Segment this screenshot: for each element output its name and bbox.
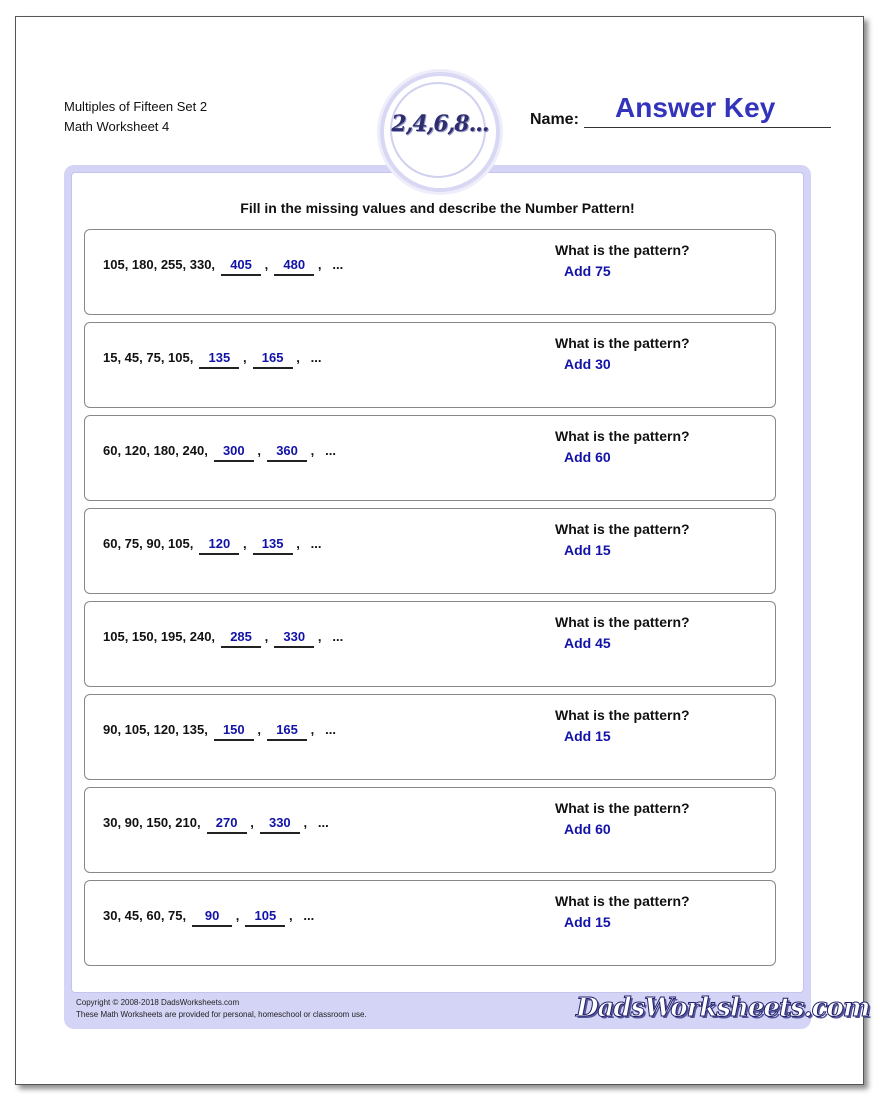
pattern-question: What is the pattern? xyxy=(555,428,690,444)
title-line-1: Multiples of Fifteen Set 2 xyxy=(64,99,208,114)
sequence: 15, 45, 75, 105, 135 , 165 , ... xyxy=(103,350,322,369)
answer-blank-1: 120 xyxy=(199,536,239,555)
pattern-answer: Add 15 xyxy=(564,914,611,930)
problem-3 xyxy=(84,415,776,501)
pattern-answer: Add 15 xyxy=(564,728,611,744)
answer-blank-2: 360 xyxy=(267,443,307,462)
dadsworksheets-logo: DadsWorksheets.com xyxy=(576,993,870,1023)
answer-key-heading: Answer Key xyxy=(615,92,776,123)
given-terms: 90, 105, 120, 135, xyxy=(103,722,208,737)
ellipsis: ... xyxy=(332,629,344,644)
answer-blank-1: 270 xyxy=(207,815,247,834)
pattern-question: What is the pattern? xyxy=(555,521,690,537)
pattern-question: What is the pattern? xyxy=(555,242,690,258)
title-line-2: Math Worksheet 4 xyxy=(64,119,170,134)
pattern-question: What is the pattern? xyxy=(555,893,690,909)
pattern-answer: Add 60 xyxy=(564,821,611,837)
answer-blank-2: 480 xyxy=(274,257,314,276)
problem-6 xyxy=(84,694,776,780)
sequence-badge-logo xyxy=(380,72,500,192)
sequence: 60, 75, 90, 105, 120 , 135 , ... xyxy=(103,536,322,555)
pattern-answer: Add 60 xyxy=(564,449,611,465)
sequence: 105, 180, 255, 330, 405 , 480 , ... xyxy=(103,257,343,276)
problem-2 xyxy=(84,322,776,408)
name-line xyxy=(584,127,831,128)
answer-blank-1: 300 xyxy=(214,443,254,462)
usage-notice: These Math Worksheets are provided for personal, homeschool or classroom use. xyxy=(76,1010,367,1019)
ellipsis: ... xyxy=(317,815,329,830)
given-terms: 60, 120, 180, 240, xyxy=(103,443,208,458)
copyright-text: Copyright © 2008-2018 DadsWorksheets.com xyxy=(76,998,240,1007)
sequence: 30, 45, 60, 75, 90 , 105 , ... xyxy=(103,908,314,927)
sequence: 60, 120, 180, 240, 300 , 360 , ... xyxy=(103,443,336,462)
sequence: 105, 150, 195, 240, 285 , 330 , ... xyxy=(103,629,343,648)
pattern-answer: Add 45 xyxy=(564,635,611,651)
given-terms: 105, 150, 195, 240, xyxy=(103,629,216,644)
problem-8 xyxy=(84,880,776,966)
ellipsis: ... xyxy=(303,908,315,923)
answer-blank-1: 135 xyxy=(199,350,239,369)
pattern-question: What is the pattern? xyxy=(555,800,690,816)
answer-blank-1: 150 xyxy=(214,722,254,741)
problem-4 xyxy=(84,508,776,594)
pattern-answer: Add 75 xyxy=(564,263,611,279)
pattern-question: What is the pattern? xyxy=(555,335,690,351)
sequence: 90, 105, 120, 135, 150 , 165 , ... xyxy=(103,722,336,741)
answer-blank-2: 330 xyxy=(260,815,300,834)
sequence: 30, 90, 150, 210, 270 , 330 , ... xyxy=(103,815,329,834)
answer-blank-1: 405 xyxy=(221,257,261,276)
answer-blank-2: 165 xyxy=(253,350,293,369)
problem-7 xyxy=(84,787,776,873)
pattern-question: What is the pattern? xyxy=(555,707,690,723)
footer xyxy=(76,997,367,1021)
answer-blank-2: 330 xyxy=(274,629,314,648)
instructions: Fill in the missing values and describe the Number Pattern! xyxy=(240,200,635,216)
problem-5 xyxy=(84,601,776,687)
name-label: Name: xyxy=(530,111,579,128)
ellipsis: ... xyxy=(310,536,322,551)
answer-blank-2: 135 xyxy=(253,536,293,555)
badge-text: 2,4,6,8... xyxy=(391,111,489,137)
ellipsis: ... xyxy=(310,350,322,365)
given-terms: 105, 180, 255, 330, xyxy=(103,257,216,272)
given-terms: 30, 45, 60, 75, xyxy=(103,908,187,923)
answer-blank-1: 285 xyxy=(221,629,261,648)
answer-blank-1: 90 xyxy=(192,908,232,927)
worksheet-title xyxy=(64,97,207,137)
given-terms: 30, 90, 150, 210, xyxy=(103,815,201,830)
given-terms: 60, 75, 90, 105, xyxy=(103,536,194,551)
problem-1 xyxy=(84,229,776,315)
pattern-answer: Add 30 xyxy=(564,356,611,372)
given-terms: 15, 45, 75, 105, xyxy=(103,350,194,365)
answer-blank-2: 165 xyxy=(267,722,307,741)
pattern-question: What is the pattern? xyxy=(555,614,690,630)
ellipsis: ... xyxy=(325,443,336,458)
answer-blank-2: 105 xyxy=(245,908,285,927)
ellipsis: ... xyxy=(325,722,336,737)
pattern-answer: Add 15 xyxy=(564,542,611,558)
ellipsis: ... xyxy=(332,257,344,272)
